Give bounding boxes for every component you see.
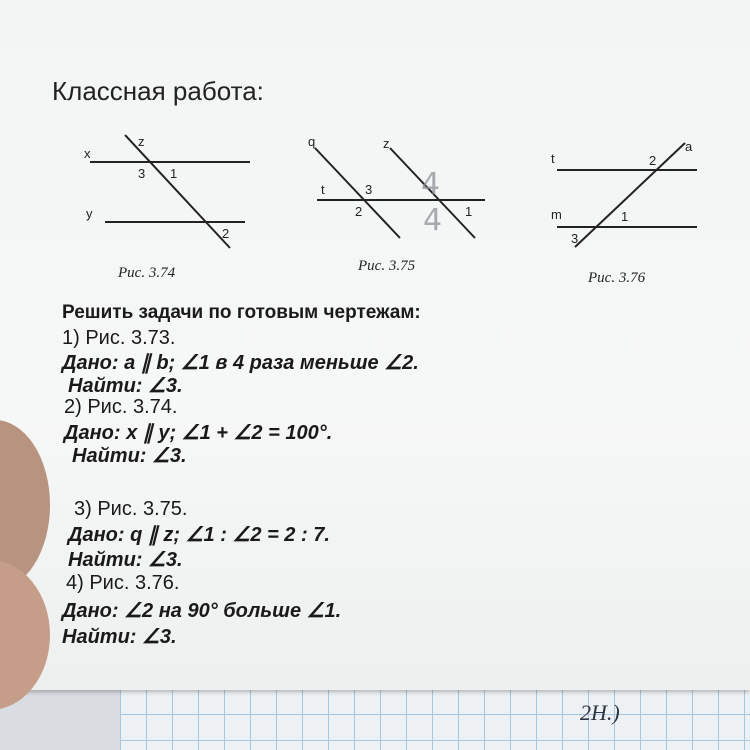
label-z: z	[383, 136, 390, 151]
figure-3-76-drawing	[545, 135, 715, 255]
label-z: z	[138, 134, 145, 149]
figure-3-74-drawing	[80, 130, 260, 260]
label-q: q	[308, 134, 316, 149]
caption-3-74: Рис. 3.74	[118, 265, 176, 281]
label-angle-2: 2	[355, 204, 363, 219]
task-1-header: 1) Рис. 3.73.	[62, 327, 176, 349]
label-angle-2: 2	[222, 226, 230, 241]
label-angle-1: 1	[621, 209, 629, 224]
page-title: Классная работа:	[52, 76, 264, 106]
caption-3-76: Рис. 3.76	[588, 270, 646, 286]
task-4-header: 4) Рис. 3.76.	[66, 572, 180, 594]
figure-3-76	[545, 135, 715, 260]
pencil-mark: 4	[423, 203, 443, 238]
label-angle-1: 1	[465, 204, 473, 219]
handwriting-note: 2H.)	[580, 700, 620, 725]
label-a: a	[685, 139, 693, 154]
task-3-given: Дано: q ∥ z; ∠1 : ∠2 = 2 : 7.	[68, 524, 330, 546]
label-angle-3: 3	[138, 166, 146, 181]
task-3-find: Найти: ∠3.	[68, 549, 183, 571]
label-t: t	[551, 151, 555, 166]
caption-3-75: Рис. 3.75	[358, 258, 416, 274]
label-angle-1: 1	[170, 166, 178, 181]
task-2-header: 2) Рис. 3.74.	[64, 396, 178, 418]
task-4-find: Найти: ∠3.	[62, 626, 177, 648]
label-m: m	[551, 207, 562, 222]
task-1-find: Найти: ∠3.	[68, 375, 183, 397]
label-y: y	[86, 206, 93, 221]
task-4-given: Дано: ∠2 на 90° больше ∠1.	[62, 600, 342, 622]
figure-3-74	[80, 130, 260, 265]
task-2-find: Найти: ∠3.	[72, 445, 187, 467]
task-3-header: 3) Рис. 3.75.	[74, 498, 188, 520]
task-2-given: Дано: x ∥ y; ∠1 + ∠2 = 100°.	[64, 422, 333, 444]
grid-notebook	[120, 688, 750, 750]
figure-3-75	[305, 130, 495, 250]
label-t: t	[321, 182, 325, 197]
label-angle-3: 3	[571, 231, 579, 246]
label-x: x	[84, 146, 91, 161]
label-angle-3: 3	[365, 182, 373, 197]
label-angle-2: 2	[649, 153, 657, 168]
pencil-mark: 4	[421, 167, 441, 202]
figure-3-75-drawing	[305, 130, 495, 245]
task-1-given: Дано: a ∥ b; ∠1 в 4 раза меньше ∠2.	[62, 352, 419, 374]
instructions: Решить задачи по готовым чертежам:	[62, 302, 421, 323]
